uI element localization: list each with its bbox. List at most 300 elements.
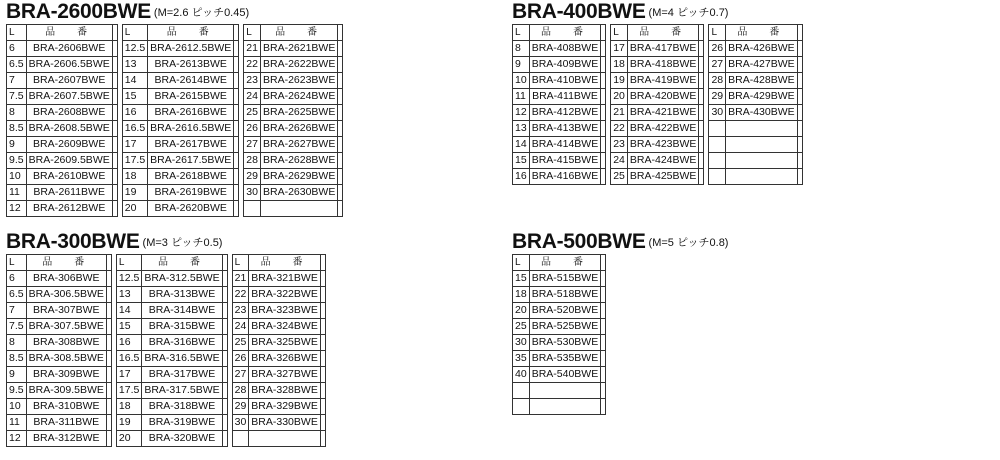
table-row <box>232 303 325 319</box>
cell-blank <box>234 185 239 201</box>
table-row <box>7 201 118 217</box>
cell-length: 18 <box>611 57 628 73</box>
cell-part-number: BRA-2608.5BWE <box>26 121 112 137</box>
cell-length: 23 <box>232 303 249 319</box>
table-row <box>513 153 606 169</box>
cell-length: 13 <box>122 57 147 73</box>
cell-length <box>244 201 261 217</box>
table-row <box>116 367 227 383</box>
table-row <box>232 287 325 303</box>
cell-part-number: BRA-525BWE <box>529 319 601 335</box>
cell-length: 24 <box>611 153 628 169</box>
cell-length <box>709 153 726 169</box>
cell-length: 8 <box>7 335 27 351</box>
cell-part-number <box>529 399 601 415</box>
cell-length: 6 <box>7 41 27 57</box>
cell-part-number: BRA-2618BWE <box>148 169 234 185</box>
cell-blank <box>112 169 117 185</box>
cell-part-number: BRA-310BWE <box>26 399 106 415</box>
cell-length <box>709 121 726 137</box>
cell-part-number: BRA-327BWE <box>249 367 321 383</box>
cell-length: 12.5 <box>122 41 147 57</box>
table-row <box>232 383 325 399</box>
cell-length: 6 <box>7 271 27 287</box>
parts-table <box>610 24 704 185</box>
cell-blank <box>320 383 325 399</box>
table-row <box>7 73 118 89</box>
cell-length: 9 <box>513 57 530 73</box>
cell-length: 17.5 <box>122 153 147 169</box>
cell-blank <box>338 169 343 185</box>
header-l: L <box>709 25 726 41</box>
cell-part-number: BRA-2606BWE <box>26 41 112 57</box>
cell-length: 29 <box>244 169 261 185</box>
cell-blank <box>797 57 802 73</box>
table-row <box>122 185 239 201</box>
cell-length: 13 <box>513 121 530 137</box>
table-header-row <box>7 255 112 271</box>
cell-length: 26 <box>244 121 261 137</box>
cell-part-number: BRA-319BWE <box>142 415 222 431</box>
cell-part-number: BRA-316BWE <box>142 335 222 351</box>
cell-part-number: BRA-425BWE <box>627 169 699 185</box>
cell-blank <box>338 153 343 169</box>
table-row <box>244 105 343 121</box>
cell-blank <box>601 57 606 73</box>
cell-length: 22 <box>611 121 628 137</box>
cell-length: 9.5 <box>7 153 27 169</box>
cell-blank <box>338 41 343 57</box>
cell-part-number: BRA-2611BWE <box>26 185 112 201</box>
cell-part-number: BRA-518BWE <box>529 287 601 303</box>
cell-length: 25 <box>611 169 628 185</box>
cell-part-number: BRA-2623BWE <box>260 73 337 89</box>
cell-length <box>513 383 530 399</box>
cell-blank <box>106 351 111 367</box>
cell-length: 21 <box>611 105 628 121</box>
table-row <box>709 169 802 185</box>
table-row <box>122 57 239 73</box>
cell-length: 18 <box>116 399 141 415</box>
section-title: BRA-500BWE <box>512 230 646 253</box>
cell-part-number: BRA-317.5BWE <box>142 383 222 399</box>
cell-length: 14 <box>513 137 530 153</box>
cell-part-number: BRA-2629BWE <box>260 169 337 185</box>
cell-blank <box>699 169 704 185</box>
cell-blank <box>601 335 606 351</box>
cell-blank <box>234 105 239 121</box>
table-row <box>513 57 606 73</box>
table-row <box>244 73 343 89</box>
cell-part-number: BRA-309BWE <box>26 367 106 383</box>
cell-length: 12 <box>7 431 27 447</box>
cell-part-number: BRA-515BWE <box>529 271 601 287</box>
header-l: L <box>116 255 141 271</box>
table-row <box>7 41 118 57</box>
cell-length: 16.5 <box>122 121 147 137</box>
cell-blank <box>234 57 239 73</box>
cell-length: 23 <box>611 137 628 153</box>
cell-blank <box>797 169 802 185</box>
parts-table <box>512 254 606 415</box>
cell-part-number <box>726 153 798 169</box>
table-row <box>232 335 325 351</box>
cell-blank <box>699 105 704 121</box>
cell-part-number: BRA-308.5BWE <box>26 351 106 367</box>
cell-length: 29 <box>232 399 249 415</box>
cell-blank <box>601 73 606 89</box>
cell-blank <box>797 73 802 89</box>
cell-length: 10 <box>513 73 530 89</box>
table-row <box>513 89 606 105</box>
cell-length: 22 <box>232 287 249 303</box>
cell-length: 29 <box>709 89 726 105</box>
cell-length: 16 <box>116 335 141 351</box>
cell-part-number: BRA-318BWE <box>142 399 222 415</box>
cell-blank <box>106 271 111 287</box>
cell-part-number: BRA-2622BWE <box>260 57 337 73</box>
cell-blank <box>222 415 227 431</box>
cell-length: 8.5 <box>7 351 27 367</box>
cell-blank <box>601 105 606 121</box>
table-row <box>232 271 325 287</box>
table-row <box>513 351 606 367</box>
cell-length: 7 <box>7 73 27 89</box>
cell-part-number: BRA-411BWE <box>529 89 601 105</box>
cell-part-number: BRA-2620BWE <box>148 201 234 217</box>
table-row <box>611 105 704 121</box>
cell-part-number: BRA-323BWE <box>249 303 321 319</box>
table-row <box>244 153 343 169</box>
cell-part-number: BRA-426BWE <box>726 41 798 57</box>
cell-part-number: BRA-421BWE <box>627 105 699 121</box>
header-l: L <box>122 25 147 41</box>
cell-part-number <box>260 201 337 217</box>
cell-part-number: BRA-427BWE <box>726 57 798 73</box>
cell-length: 24 <box>232 319 249 335</box>
cell-part-number: BRA-535BWE <box>529 351 601 367</box>
cell-length: 15 <box>122 89 147 105</box>
cell-blank <box>601 319 606 335</box>
table-row <box>513 271 606 287</box>
cell-blank <box>601 351 606 367</box>
table-header-row <box>122 25 239 41</box>
cell-blank <box>601 367 606 383</box>
cell-part-number <box>726 121 798 137</box>
cell-part-number: BRA-2608BWE <box>26 105 112 121</box>
cell-blank <box>320 399 325 415</box>
cell-length: 20 <box>611 89 628 105</box>
cell-blank <box>234 41 239 57</box>
cell-part-number: BRA-312.5BWE <box>142 271 222 287</box>
cell-part-number: BRA-315BWE <box>142 319 222 335</box>
table-row <box>232 431 325 447</box>
table-header-row <box>611 25 704 41</box>
cell-part-number: BRA-330BWE <box>249 415 321 431</box>
table-row <box>244 201 343 217</box>
table-header-row <box>232 255 325 271</box>
tables-group <box>512 24 807 185</box>
table-row <box>709 153 802 169</box>
table-row <box>116 303 227 319</box>
cell-length: 35 <box>513 351 530 367</box>
cell-blank <box>699 57 704 73</box>
cell-part-number: BRA-2630BWE <box>260 185 337 201</box>
cell-length: 30 <box>709 105 726 121</box>
cell-blank <box>112 121 117 137</box>
cell-blank <box>699 41 704 57</box>
cell-length: 26 <box>709 41 726 57</box>
cell-blank <box>112 105 117 121</box>
table-row <box>232 319 325 335</box>
section-heading <box>512 0 728 24</box>
table-row <box>709 137 802 153</box>
cell-part-number: BRA-429BWE <box>726 89 798 105</box>
cell-length <box>709 169 726 185</box>
table-row <box>244 57 343 73</box>
cell-blank <box>601 121 606 137</box>
table-header-row <box>7 25 118 41</box>
cell-length: 6.5 <box>7 57 27 73</box>
cell-length <box>709 137 726 153</box>
table-row <box>611 89 704 105</box>
table-row <box>232 351 325 367</box>
table-row <box>7 121 118 137</box>
cell-part-number: BRA-2617BWE <box>148 137 234 153</box>
table-row <box>709 121 802 137</box>
table-row <box>116 271 227 287</box>
table-row <box>513 383 606 399</box>
cell-length: 16 <box>122 105 147 121</box>
cell-part-number: BRA-306BWE <box>26 271 106 287</box>
table-row <box>7 335 112 351</box>
cell-length: 21 <box>232 271 249 287</box>
cell-part-number: BRA-2609.5BWE <box>26 153 112 169</box>
cell-length: 19 <box>116 415 141 431</box>
table-row <box>7 351 112 367</box>
cell-blank <box>106 287 111 303</box>
parts-table <box>6 254 112 447</box>
cell-part-number: BRA-430BWE <box>726 105 798 121</box>
cell-length: 30 <box>244 185 261 201</box>
table-row <box>116 335 227 351</box>
cell-length: 8 <box>7 105 27 121</box>
table-header-row <box>244 25 343 41</box>
table-row <box>709 41 802 57</box>
table-header-row <box>709 25 802 41</box>
cell-part-number: BRA-416BWE <box>529 169 601 185</box>
cell-length: 17 <box>611 41 628 57</box>
cell-blank <box>106 335 111 351</box>
cell-blank <box>112 41 117 57</box>
table-row <box>611 121 704 137</box>
cell-blank <box>699 137 704 153</box>
table-row <box>7 303 112 319</box>
cell-length: 17 <box>122 137 147 153</box>
cell-part-number: BRA-2626BWE <box>260 121 337 137</box>
parts-table <box>243 24 343 217</box>
cell-length: 11 <box>7 415 27 431</box>
cell-length: 14 <box>116 303 141 319</box>
cell-blank <box>222 303 227 319</box>
cell-part-number: BRA-2607BWE <box>26 73 112 89</box>
header-blank <box>222 255 227 271</box>
cell-blank <box>797 89 802 105</box>
cell-blank <box>106 399 111 415</box>
cell-blank <box>699 121 704 137</box>
table-row <box>244 137 343 153</box>
cell-length: 21 <box>244 41 261 57</box>
table-row <box>611 169 704 185</box>
cell-part-number: BRA-309.5BWE <box>26 383 106 399</box>
header-blank <box>601 255 606 271</box>
cell-length: 20 <box>513 303 530 319</box>
table-row <box>513 367 606 383</box>
cell-length: 27 <box>232 367 249 383</box>
cell-length: 7.5 <box>7 319 27 335</box>
cell-part-number: BRA-322BWE <box>249 287 321 303</box>
header-part-number: 品 番 <box>26 25 112 41</box>
cell-blank <box>234 121 239 137</box>
cell-part-number: BRA-2607.5BWE <box>26 89 112 105</box>
cell-length: 7 <box>7 303 27 319</box>
table-row <box>244 169 343 185</box>
cell-part-number: BRA-2624BWE <box>260 89 337 105</box>
cell-part-number: BRA-410BWE <box>529 73 601 89</box>
cell-part-number: BRA-2606.5BWE <box>26 57 112 73</box>
cell-length: 13 <box>116 287 141 303</box>
section-title: BRA-300BWE <box>6 230 140 253</box>
cell-part-number: BRA-316.5BWE <box>142 351 222 367</box>
table-row <box>232 399 325 415</box>
cell-length: 10 <box>7 169 27 185</box>
cell-length: 6.5 <box>7 287 27 303</box>
cell-part-number: BRA-320BWE <box>142 431 222 447</box>
table-row <box>244 41 343 57</box>
cell-length: 19 <box>611 73 628 89</box>
tables-group <box>6 254 330 447</box>
section-spec: (M=4 ピッチ0.7) <box>648 7 729 19</box>
cell-length: 17 <box>116 367 141 383</box>
header-part-number: 品 番 <box>529 255 601 271</box>
table-row <box>7 137 118 153</box>
table-row <box>7 319 112 335</box>
cell-part-number: BRA-329BWE <box>249 399 321 415</box>
cell-length: 20 <box>122 201 147 217</box>
table-row <box>7 415 112 431</box>
section-heading <box>6 230 222 254</box>
cell-blank <box>320 303 325 319</box>
cell-length: 10 <box>7 399 27 415</box>
table-row <box>513 287 606 303</box>
cell-blank <box>112 73 117 89</box>
tables-group <box>512 254 610 415</box>
header-part-number: 品 番 <box>627 25 699 41</box>
header-l: L <box>513 255 530 271</box>
cell-blank <box>320 431 325 447</box>
cell-length: 18 <box>513 287 530 303</box>
cell-part-number: BRA-2609BWE <box>26 137 112 153</box>
cell-length: 7.5 <box>7 89 27 105</box>
cell-blank <box>222 351 227 367</box>
table-row <box>122 137 239 153</box>
header-l: L <box>7 255 27 271</box>
header-blank <box>320 255 325 271</box>
cell-blank <box>601 137 606 153</box>
cell-blank <box>222 399 227 415</box>
cell-blank <box>222 287 227 303</box>
table-row <box>116 399 227 415</box>
cell-blank <box>234 201 239 217</box>
cell-length: 25 <box>244 105 261 121</box>
cell-blank <box>222 383 227 399</box>
table-row <box>116 287 227 303</box>
table-header-row <box>513 255 606 271</box>
parts-table <box>122 24 240 217</box>
cell-blank <box>338 73 343 89</box>
table-row <box>122 153 239 169</box>
cell-length: 11 <box>513 89 530 105</box>
cell-part-number: BRA-408BWE <box>529 41 601 57</box>
cell-blank <box>234 169 239 185</box>
table-row <box>7 287 112 303</box>
cell-length: 20 <box>116 431 141 447</box>
header-l: L <box>513 25 530 41</box>
header-part-number: 品 番 <box>26 255 106 271</box>
cell-part-number: BRA-324BWE <box>249 319 321 335</box>
cell-blank <box>320 271 325 287</box>
cell-length: 28 <box>232 383 249 399</box>
cell-part-number: BRA-418BWE <box>627 57 699 73</box>
table-header-row <box>513 25 606 41</box>
cell-part-number: BRA-326BWE <box>249 351 321 367</box>
parts-table <box>6 24 118 217</box>
cell-length: 15 <box>513 271 530 287</box>
cell-part-number <box>726 169 798 185</box>
cell-part-number: BRA-2627BWE <box>260 137 337 153</box>
table-row <box>122 121 239 137</box>
cell-part-number: BRA-325BWE <box>249 335 321 351</box>
cell-blank <box>797 41 802 57</box>
table-row <box>513 105 606 121</box>
cell-part-number: BRA-520BWE <box>529 303 601 319</box>
table-row <box>709 57 802 73</box>
cell-blank <box>320 287 325 303</box>
table-row <box>513 137 606 153</box>
table-header-row <box>116 255 227 271</box>
cell-blank <box>320 335 325 351</box>
cell-blank <box>338 57 343 73</box>
cell-length: 24 <box>244 89 261 105</box>
table-row <box>122 105 239 121</box>
cell-length <box>232 431 249 447</box>
cell-part-number: BRA-312BWE <box>26 431 106 447</box>
table-row <box>611 137 704 153</box>
table-row <box>122 89 239 105</box>
cell-blank <box>112 185 117 201</box>
cell-part-number: BRA-420BWE <box>627 89 699 105</box>
cell-blank <box>601 41 606 57</box>
cell-length: 16.5 <box>116 351 141 367</box>
table-row <box>611 73 704 89</box>
cell-blank <box>797 121 802 137</box>
table-row <box>122 201 239 217</box>
cell-part-number: BRA-2612BWE <box>26 201 112 217</box>
cell-length: 18 <box>122 169 147 185</box>
cell-length: 22 <box>244 57 261 73</box>
cell-blank <box>338 105 343 121</box>
cell-blank <box>234 137 239 153</box>
